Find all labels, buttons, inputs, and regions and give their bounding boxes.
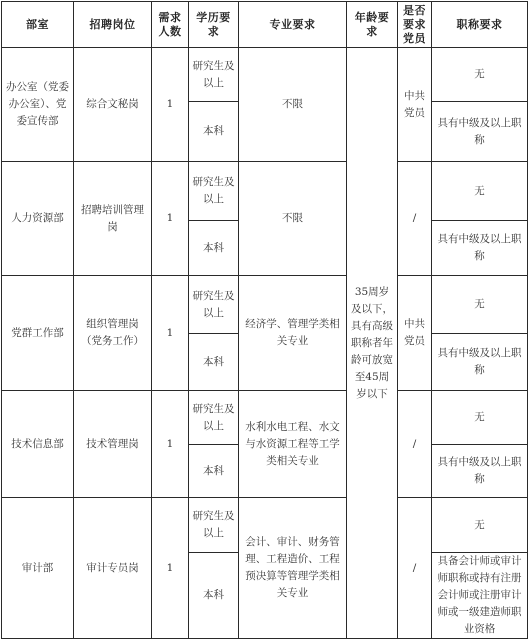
department-cell: 审计部 [2,498,74,639]
table-row [2,276,528,334]
title-requirement-cell: 无 [432,162,528,221]
education-cell: 研究生及以上 [189,276,239,334]
education-cell: 研究生及以上 [189,162,239,221]
recruitment-table [1,1,528,639]
title-requirement-cell: 具有中级及以上职称 [432,445,528,498]
header-title-requirement: 职称要求 [432,2,528,48]
header-major: 专业要求 [239,2,347,48]
education-cell: 本科 [189,553,239,639]
department-cell: 党群工作部 [2,276,74,391]
header-education: 学历要求 [189,2,239,48]
title-requirement-cell: 无 [432,391,528,445]
count-cell: 1 [152,498,189,639]
party-cell: 中共党员 [398,48,432,162]
department-cell: 技术信息部 [2,391,74,498]
major-cell: 经济学、管理学类相关专业 [239,276,347,391]
education-cell: 本科 [189,445,239,498]
count-cell: 1 [152,162,189,276]
header-count: 需求人数 [152,2,189,48]
department-cell: 人力资源部 [2,162,74,276]
title-requirement-cell: 无 [432,498,528,553]
title-requirement-cell: 具备会计师或审计师职称或持有注册会计师或注册审计师或一级建造师职业资格 [432,553,528,639]
major-cell: 水利水电工程、水文与水资源工程等工学类相关专业 [239,391,347,498]
table-row [2,498,528,553]
header-party: 是否要求党员 [398,2,432,48]
header-department: 部室 [2,2,74,48]
major-cell: 不限 [239,48,347,162]
title-requirement-cell: 无 [432,48,528,102]
education-cell: 研究生及以上 [189,391,239,445]
position-cell: 组织管理岗（党务工作） [74,276,152,391]
education-cell: 研究生及以上 [189,48,239,102]
position-cell: 审计专员岗 [74,498,152,639]
count-cell: 1 [152,391,189,498]
major-cell: 会计、审计、财务管理、工程造价、工程预决算等管理学类相关专业 [239,498,347,639]
education-cell: 本科 [189,334,239,391]
table-row [2,48,528,102]
major-cell: 不限 [239,162,347,276]
header-position: 招聘岗位 [74,2,152,48]
education-cell: 研究生及以上 [189,498,239,553]
table-row [2,391,528,445]
education-cell: 本科 [189,102,239,162]
party-cell: / [398,498,432,639]
position-cell: 招聘培训管理岗 [74,162,152,276]
position-cell: 技术管理岗 [74,391,152,498]
department-cell: 办公室（党委办公室）、党委宣传部 [2,48,74,162]
title-requirement-cell: 无 [432,276,528,334]
position-cell: 综合文秘岗 [74,48,152,162]
education-cell: 本科 [189,221,239,276]
party-cell: / [398,391,432,498]
title-requirement-cell: 具有中级及以上职称 [432,221,528,276]
title-requirement-cell: 具有中级及以上职称 [432,334,528,391]
count-cell: 1 [152,48,189,162]
party-cell: 中共党员 [398,276,432,391]
title-requirement-cell: 具有中级及以上职称 [432,102,528,162]
header-age: 年龄要求 [347,2,398,48]
count-cell: 1 [152,276,189,391]
header-row [2,2,528,48]
table-row [2,162,528,221]
party-cell: / [398,162,432,276]
age-requirement-cell: 35周岁及以下，具有高级职称者年龄可放宽至45周岁以下 [347,48,398,639]
